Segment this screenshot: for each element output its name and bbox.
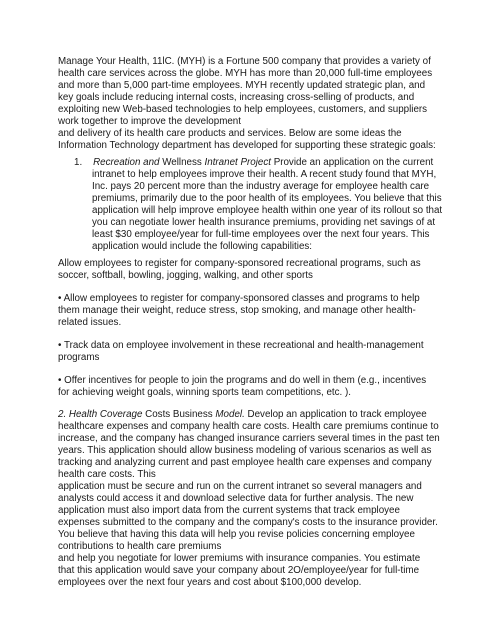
text-line: expenses submitted to the company and the company's costs to the insurance provider. bbox=[58, 517, 438, 528]
item-2-first-line bbox=[58, 409, 446, 421]
text-line: application will help improve employee health within one year of its rollout so that bbox=[92, 205, 443, 216]
text-line: increase, and the company has changed insurance carriers several times in the past ten bbox=[58, 433, 440, 444]
capability-bullet-4 bbox=[58, 375, 446, 399]
text-line: key goals include reducing internal costs, increasing cross-selling of products, and bbox=[58, 92, 415, 103]
capability-paragraph-1 bbox=[58, 258, 446, 282]
capability-bullet-2 bbox=[58, 293, 446, 329]
text-line: application must be secure and run on the current intranet so several managers and bbox=[58, 481, 422, 492]
intro-paragraph bbox=[58, 56, 446, 152]
text-line: and delivery of its health care products and services. Below are some ideas the bbox=[58, 128, 402, 139]
numbered-item-1 bbox=[74, 157, 446, 253]
text-line: and help you negotiate for lower premiums with insurance companies. You estimate bbox=[58, 553, 421, 564]
text-line: for achieving weight goals, winning sports team competitions, etc. ). bbox=[58, 387, 351, 398]
text-line: related issues. bbox=[58, 317, 122, 328]
text-line: you can negotiate lower health insurance premiums, providing net savings of at bbox=[92, 217, 436, 228]
text-line: programs bbox=[58, 352, 100, 363]
item-2-line1-rest: Develop an application to track employee bbox=[244, 409, 427, 420]
text-line: that this application would save your company about 2O/employee/year for full-time bbox=[58, 565, 420, 576]
text-line: exploiting new Web-based technologies to help employees, customers, and suppliers bbox=[58, 104, 428, 115]
text-line: healthcare expenses and company health care costs. Health care premiums continue to bbox=[58, 421, 439, 432]
item-1-title-plain: Wellness bbox=[159, 157, 205, 168]
item-2-title-plain: Costs Business bbox=[142, 409, 216, 420]
text-line: You believe that having this data will help you revise policies concerning employee bbox=[58, 529, 415, 540]
text-line: application must also import data from the current systems that track employee bbox=[58, 505, 400, 516]
text-line: analysts could access it and download selective data for further analysis. The new bbox=[58, 493, 414, 504]
text-line: premiums, primarily due to the poor health of its employees. You believe that this bbox=[92, 193, 442, 204]
text-line: intranet to help employees improve their health. A recent study found that MYH, bbox=[92, 169, 437, 180]
text-line: Manage Your Health, 11lC. (MYH) is a Fortune 500 company that provides a variety of bbox=[58, 56, 431, 67]
text-line: years. This application should allow business modeling of various scenarios as well as bbox=[58, 445, 432, 456]
text-line: • Allow employees to register for company-sponsored classes and programs to help bbox=[58, 293, 420, 304]
text-line: health care costs. This bbox=[58, 469, 156, 480]
numbered-item-2 bbox=[58, 409, 446, 589]
item-1-number: 1. bbox=[74, 157, 83, 168]
text-line: employees over the next four years and cost about $100,000 develop. bbox=[58, 577, 362, 588]
text-line: and more than 5,000 part-time employees. MYH recently updated strategic plan, and bbox=[58, 80, 426, 91]
text-line: least $30 employee/year for full-time employees over the next four years. This bbox=[92, 229, 430, 240]
text-line: tracking and analyzing current and past employee health care expenses and company bbox=[58, 457, 432, 468]
text-line: • Offer incentives for people to join the programs and do well in them (e.g., incentives bbox=[58, 375, 427, 386]
text-line: application would include the following capabilities: bbox=[92, 241, 313, 252]
item-1-line1-rest: Provide an application on the current bbox=[270, 157, 434, 168]
item-1-title-italic-a: Recreation and bbox=[93, 157, 160, 168]
text-line: Information Technology department has developed for supporting these strategic goals: bbox=[58, 140, 436, 151]
text-line: contributions to health care premiums bbox=[58, 541, 222, 552]
text-line: health care services across the globe. MYH has more than 20,000 full-time employees bbox=[58, 68, 433, 79]
item-1-first-line bbox=[74, 157, 446, 169]
item-2-title-italic-b: Model. bbox=[215, 409, 245, 420]
text-line: soccer, softball, bowling, jogging, walking, and other sports bbox=[58, 270, 313, 281]
text-line: work together to improve the development bbox=[58, 116, 241, 127]
item-2-title-italic-a: 2. Health Coverage bbox=[58, 409, 143, 420]
capability-bullet-3 bbox=[58, 340, 446, 364]
item-1-title-italic-b: Intranet Project bbox=[204, 157, 271, 168]
text-line: them manage their weight, reduce stress, stop smoking, and manage other health- bbox=[58, 305, 416, 316]
text-line: Allow employees to register for company-sponsored recreational programs, such as bbox=[58, 258, 421, 269]
text-line: • Track data on employee involvement in these recreational and health-management bbox=[58, 340, 424, 351]
text-line: Inc. pays 20 percent more than the industry average for employee health care bbox=[92, 181, 430, 192]
